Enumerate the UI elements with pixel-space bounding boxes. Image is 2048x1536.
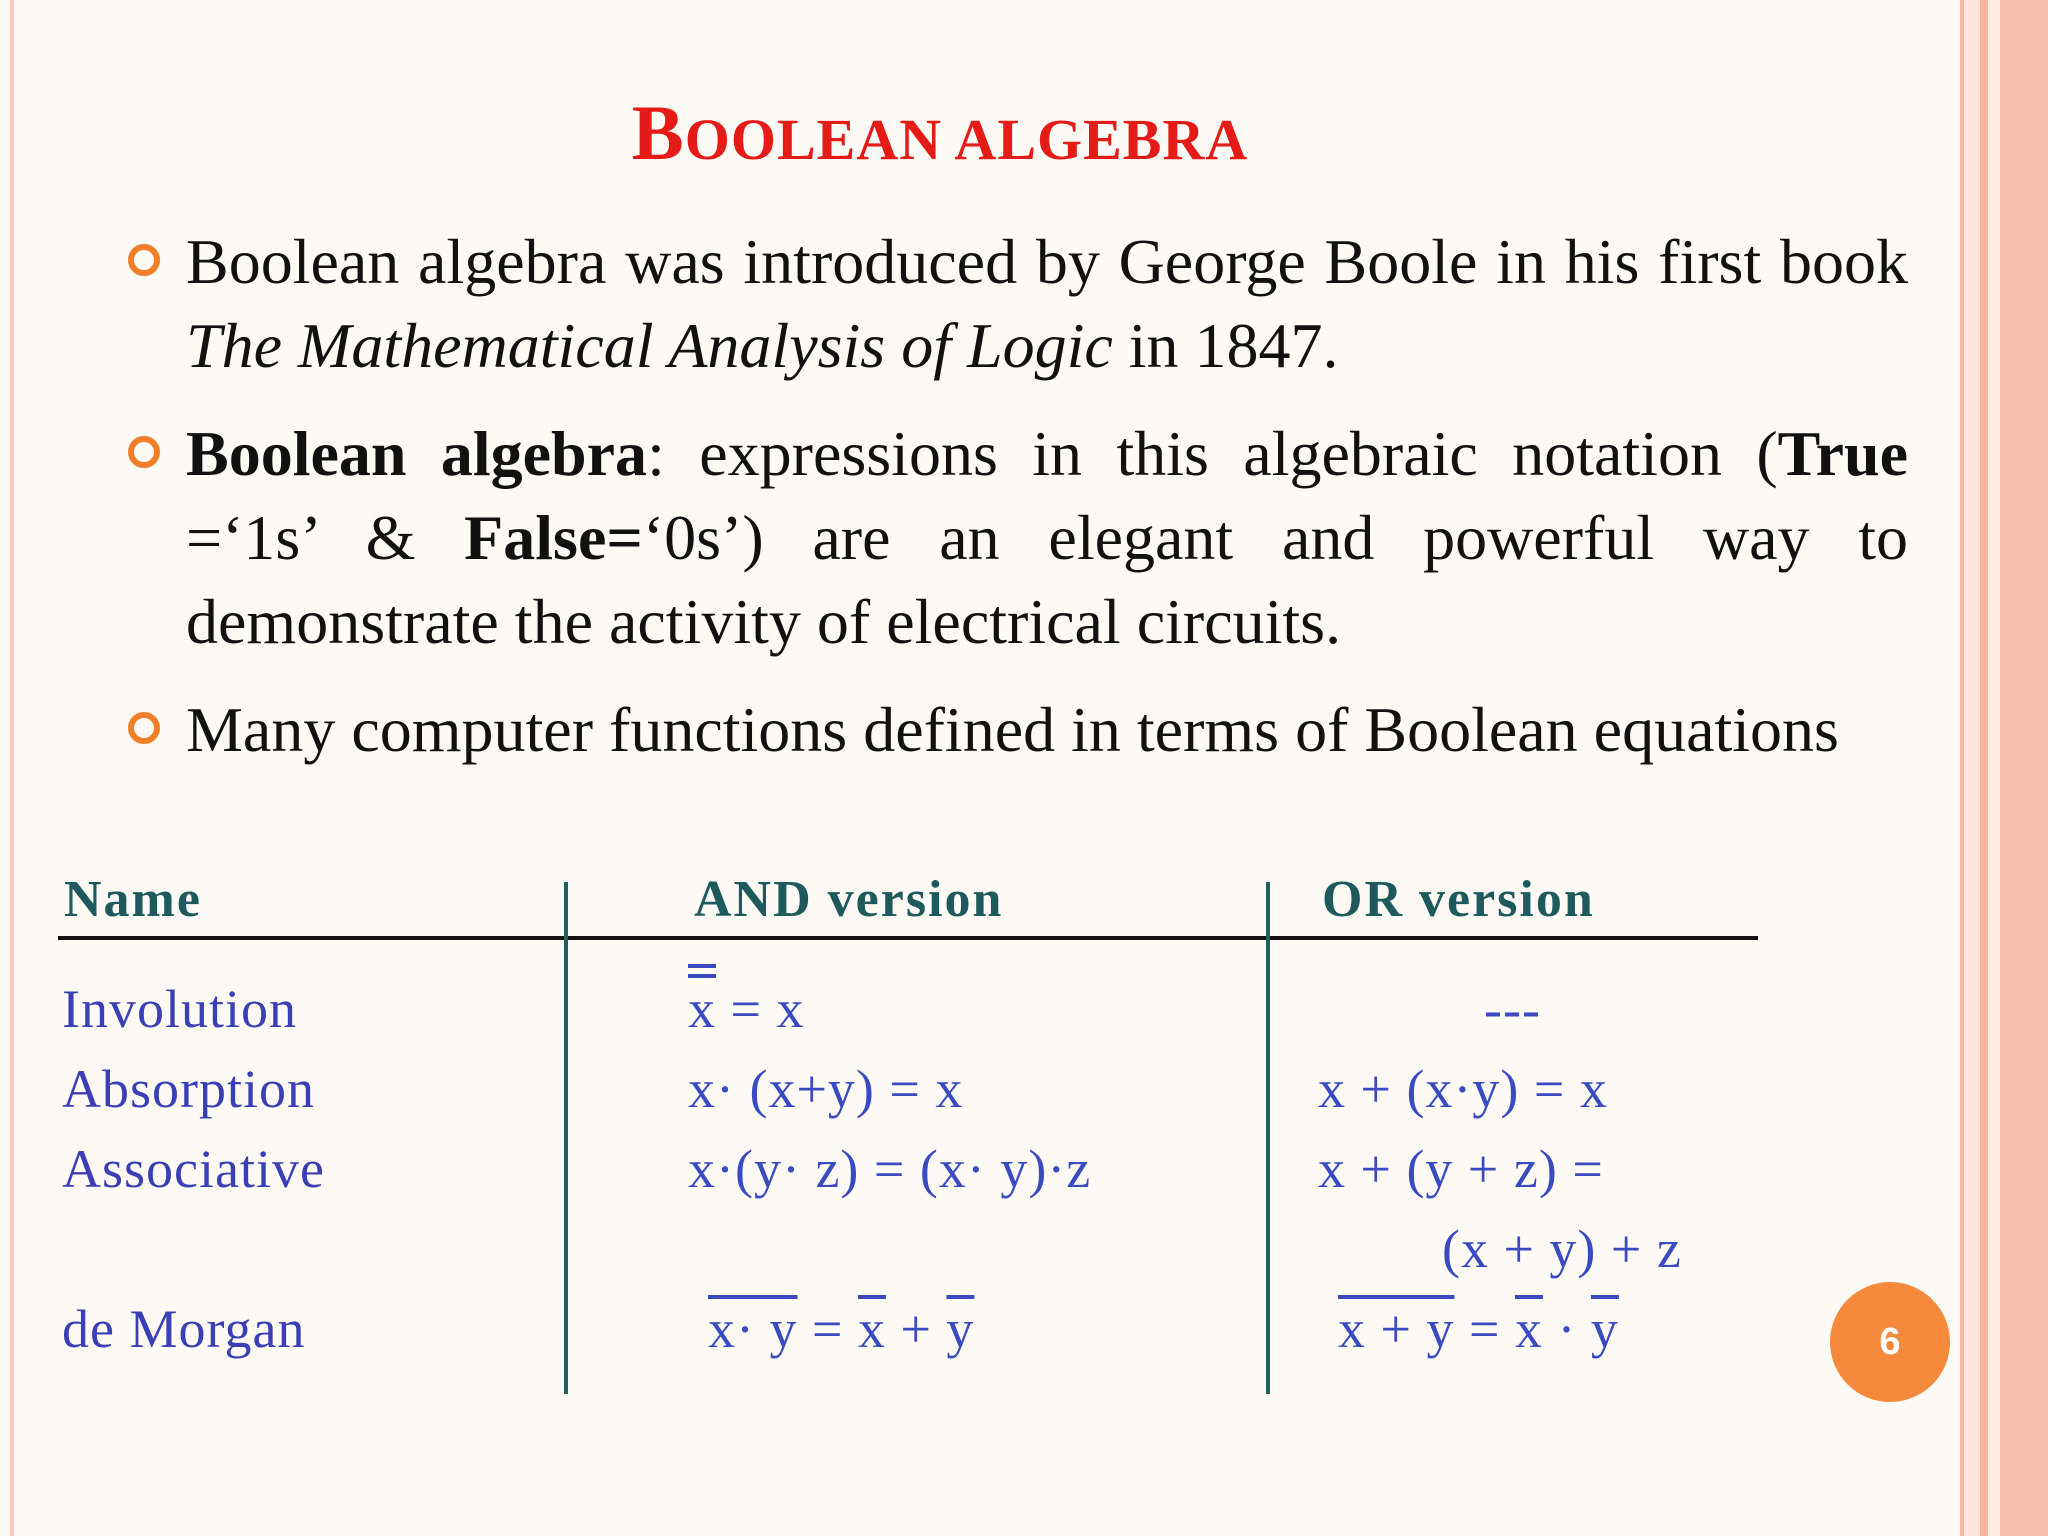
right-border-stripe — [1988, 0, 2000, 1536]
right-border-stripe — [1964, 0, 1980, 1536]
boolean-laws-table — [58, 870, 1758, 1410]
law-name-absorption: Absorption — [62, 1059, 315, 1119]
bullet-item — [128, 220, 1908, 388]
associative-and: x·(y· z) = (x· y)·z — [688, 1139, 1092, 1199]
absorption-and: x· (x+y) = x — [688, 1059, 964, 1119]
page-number-badge: 6 — [1830, 1282, 1950, 1402]
bullet-text: Boolean algebra: expressions in this algebraic notation (True =‘1s’ & False=‘0s’) are an elegant and powerful way to demonstrate the activity of electrical circuits. — [186, 418, 1909, 657]
law-name-de-morgan: de Morgan — [62, 1299, 306, 1359]
bullet-text: Many computer functions defined in terms of Boolean equations — [186, 694, 1839, 765]
right-border-stripe — [2000, 0, 2048, 1536]
right-border-stripe — [1980, 0, 1988, 1536]
involution-or: --- — [1484, 979, 1541, 1039]
associative-or: x + (y + z) = — [1318, 1139, 1604, 1199]
law-name-involution: Involution — [62, 979, 297, 1039]
bullet-item — [128, 412, 1908, 664]
column-divider — [564, 882, 568, 1394]
absorption-or: x + (x·y) = x — [1318, 1059, 1608, 1119]
law-name-associative: Associative — [62, 1139, 325, 1199]
involution-and: x = x — [688, 979, 805, 1039]
column-header-name: Name — [64, 871, 202, 928]
ring-bullet-icon — [128, 244, 160, 276]
associative-or-continued: (x + y) + z — [1442, 1219, 1682, 1279]
left-border-line — [10, 0, 14, 1536]
slide-title: BOOLEAN ALGEBRA — [631, 89, 1249, 176]
bullet-text: Boolean algebra was introduced by George Boole in his first book The Mathematical Analysis of Logic in 1847. — [186, 226, 1908, 381]
bullet-list — [128, 220, 1908, 796]
column-header-and: AND version — [694, 871, 1004, 928]
de-morgan-or: $x + y = \overline{x} \cdot \overline{y}$ — [1338, 1299, 1619, 1359]
column-header-or: OR version — [1322, 871, 1595, 928]
column-divider — [1266, 882, 1270, 1394]
de-morgan-and: $x\cdot y = \overline{x} + \overline{y}$ — [708, 1299, 975, 1359]
bullet-item — [128, 688, 1908, 772]
ring-bullet-icon — [128, 712, 160, 744]
header-divider — [58, 936, 1758, 940]
ring-bullet-icon — [128, 436, 160, 468]
